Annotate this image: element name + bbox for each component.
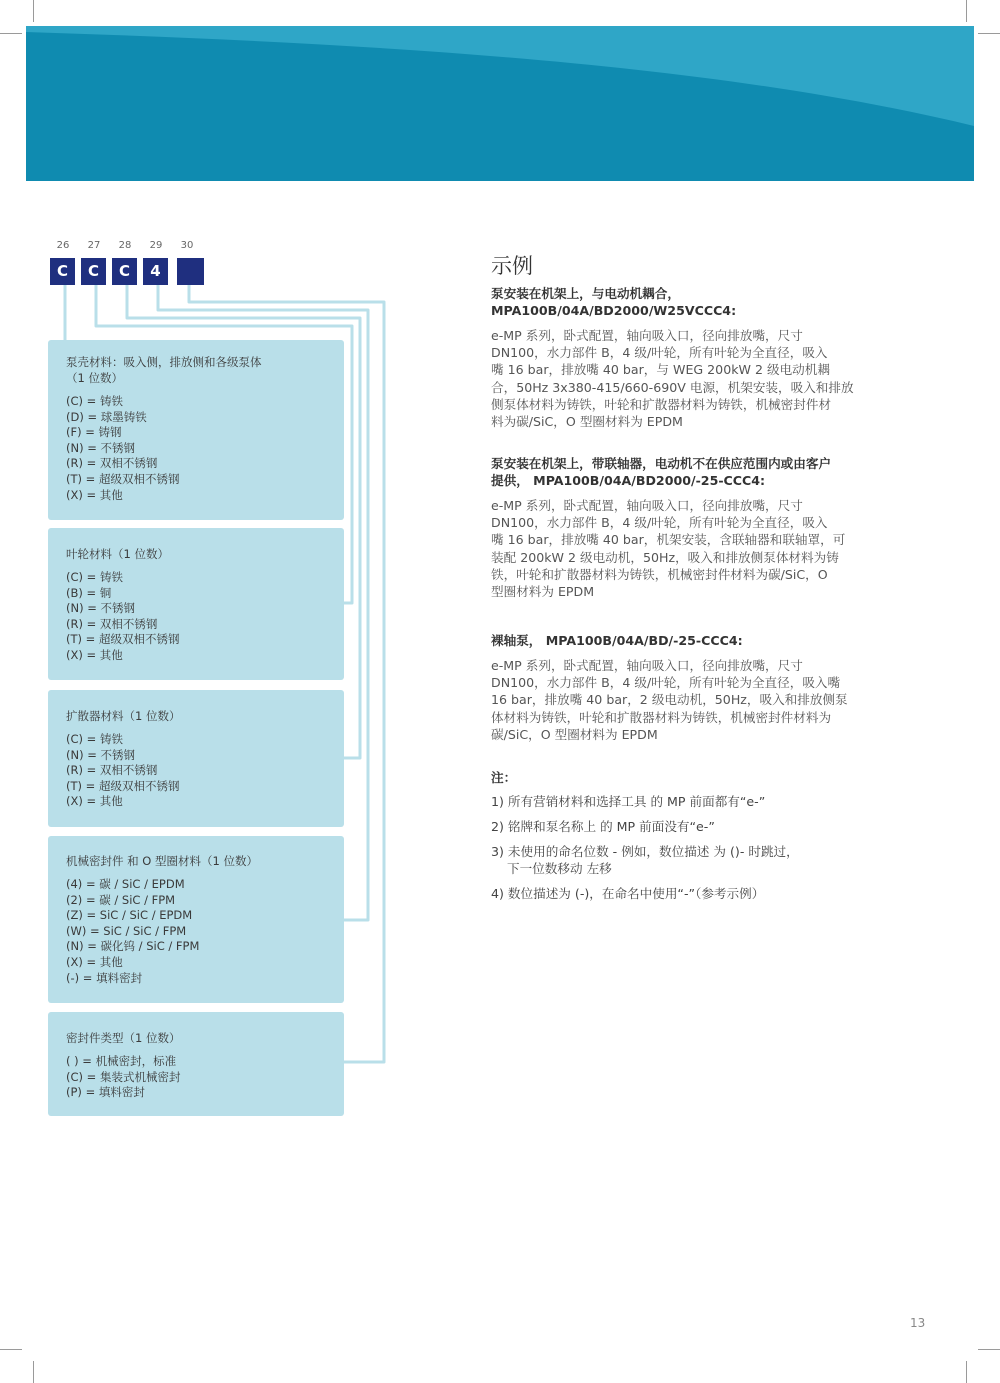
list-item: (X) = 其他 <box>66 954 123 969</box>
list-item: (R) = 双相不锈钢 <box>66 456 158 471</box>
list-item: (C) = 铸铁 <box>66 394 123 408</box>
list-item: (C) = 铸铁 <box>66 732 123 746</box>
example-body: e-MP 系列，卧式配置，轴向吸入口，径向排放嘴，尺寸 DN100，水力部件 B，4 级/叶轮，所有叶轮为全直径，吸入 嘴 16 bar，排放嘴 40 bar，机架安装，含联轴器和联轴罩，可 装配 200kW 2 级电动机，50Hz，吸入和排放侧泵体材料为铸 铁，叶轮和扩散器材料为铸铁，机械密封件材料为碳/SiC，O 型圈材料为 EPDM <box>491 498 846 600</box>
note-item: 3) 未使用的命名位数 - 例如，数位描述 为 ()- 时跳过， 下一位数移动 左移 <box>491 844 799 876</box>
list-item: (T) = 超级双相不锈钢 <box>66 632 180 647</box>
code-cell: C <box>112 258 137 285</box>
code-position: 30 <box>180 240 194 251</box>
code-cell: 4 <box>143 258 168 285</box>
box-title: 泵壳材料：吸入侧，排放侧和各级泵体 （1 位数） <box>66 355 262 385</box>
code-cell <box>177 258 204 285</box>
box-seal-type <box>48 1012 344 1116</box>
code-position: 28 <box>118 240 132 251</box>
note-item: 4) 数位描述为 (-)，在命名中使用“-”（参考示例） <box>491 886 765 901</box>
list-item: (C) = 集装式机械密封 <box>66 1069 181 1084</box>
example-body: e-MP 系列，卧式配置，轴向吸入口，径向排放嘴，尺寸 DN100，水力部件 B，4 级/叶轮，所有叶轮为全直径，吸入嘴 16 bar，排放嘴 40 bar，2 级电动机，50Hz，吸入和排放侧泵 体材料为铸铁，叶轮和扩散器材料为铸铁，机械密封件材料为 碳/SiC，O 型圈材料为 EPDM <box>491 658 848 742</box>
list-item: (T) = 超级双相不锈钢 <box>66 471 180 486</box>
list-item: (N) = 不锈钢 <box>66 747 136 762</box>
list-item: (T) = 超级双相不锈钢 <box>66 778 180 793</box>
list-item: (C) = 铸铁 <box>66 570 123 584</box>
box-title: 密封件类型（1 位数） <box>66 1031 181 1045</box>
list-item: (2) = 碳 / SiC / FPM <box>66 892 176 907</box>
code-cell: C <box>50 258 75 285</box>
list-item: (4) = 碳 / SiC / EPDM <box>66 877 185 891</box>
code-cell: C <box>81 258 106 285</box>
box-seal-material <box>48 836 344 1003</box>
notes-heading: 注： <box>491 770 517 785</box>
example-heading: 示例 <box>491 254 533 278</box>
list-item: (R) = 双相不锈钢 <box>66 763 158 778</box>
box-title: 叶轮材料（1 位数） <box>66 547 169 561</box>
box-title: 扩散器材料（1 位数） <box>66 709 181 723</box>
example-subtitle: 裸轴泵， MPA100B/04A/BD/-25-CCC4: <box>491 633 743 648</box>
list-item: (N) = 碳化钨 / SiC / FPM <box>66 939 200 954</box>
list-item: (D) = 球墨铸铁 <box>66 409 147 424</box>
list-item: (X) = 其他 <box>66 794 123 809</box>
code-position: 27 <box>87 240 101 251</box>
list-item: ( ) = 机械密封，标准 <box>66 1054 177 1068</box>
list-item: (X) = 其他 <box>66 487 123 502</box>
example-subtitle: 泵安装在机架上，与电动机耦合， MPA100B/04A/BD2000/W25VCCC4: <box>491 286 737 318</box>
box-title: 机械密封件 和 O 型圈材料（1 位数） <box>66 854 258 868</box>
note-item: 1) 所有营销材料和选择工具 的 MP 前面都有“e-” <box>491 794 766 809</box>
box-diffuser-material <box>48 690 344 827</box>
list-item: (R) = 双相不锈钢 <box>66 616 158 631</box>
code-position: 26 <box>56 240 70 251</box>
example-subtitle: 泵安装在机架上，带联轴器，电动机不在供应范围内或由客户 提供， MPA100B/04A/BD2000/-25-CCC4: <box>491 456 832 488</box>
list-item: (N) = 不锈钢 <box>66 601 136 616</box>
example-body: e-MP 系列，卧式配置，轴向吸入口，径向排放嘴，尺寸 DN100，水力部件 B，4 级/叶轮，所有叶轮为全直径，吸入 嘴 16 bar，排放嘴 40 bar，与 WEG 200kW 2 级电动机耦 合，50Hz 3x380-415/660-690V 电源，机架安装，吸入和排放 侧泵体材料为铸铁，叶轮和扩散器材料为铸铁，机械密封件材 料为碳/SiC，O 型圈材料为 EPDM <box>491 328 854 430</box>
list-item: (W) = SiC / SiC / FPM <box>66 923 187 938</box>
list-item: (X) = 其他 <box>66 647 123 662</box>
box-impeller-material <box>48 528 344 680</box>
note-item: 2) 铭牌和泵名称上 的 MP 前面没有“e-” <box>491 819 715 834</box>
list-item: (F) = 铸钢 <box>66 425 122 440</box>
box-casing-material <box>48 340 344 520</box>
list-item: (N) = 不锈钢 <box>66 440 136 455</box>
code-position: 29 <box>149 240 163 251</box>
page-number: 13 <box>910 1316 926 1330</box>
list-item: (Z) = SiC / SiC / EPDM <box>66 908 193 923</box>
list-item: (P) = 填料密封 <box>66 1085 145 1100</box>
list-item: (B) = 铜 <box>66 585 112 600</box>
list-item: (-) = 填料密封 <box>66 970 143 985</box>
